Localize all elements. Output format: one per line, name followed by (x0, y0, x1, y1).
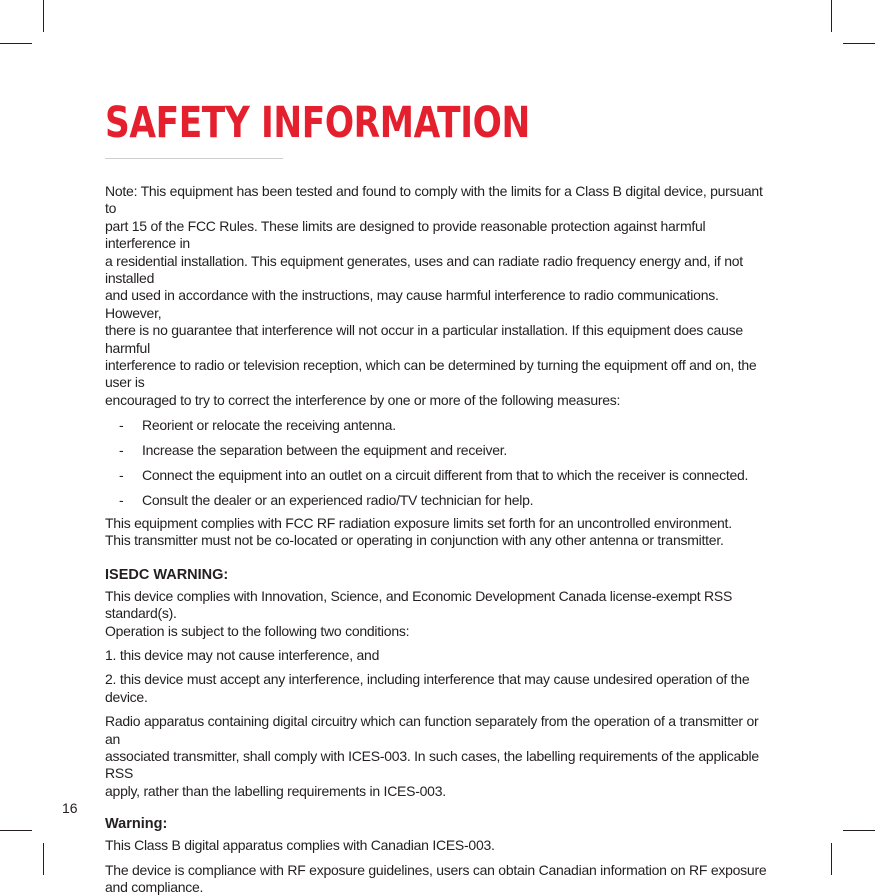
list-item: - Reorient or relocate the receiving antenna. (119, 416, 396, 433)
warning-ices-line: This Class B digital apparatus complies with Canadian ICES-003. (105, 837, 495, 854)
text-line: part 15 of the FCC Rules. These limits are designed to provide reasonable protection against harmful interference in (105, 217, 706, 252)
list-item: - Connect the equipment into an outlet on a circuit different from that to which the receiver is connected. (119, 466, 749, 483)
crop-mark (843, 43, 875, 44)
crop-mark (831, 0, 832, 32)
page-title: SAFETY INFORMATION (105, 98, 530, 148)
crop-mark (0, 43, 32, 44)
title-divider (105, 158, 283, 159)
page-content (105, 96, 770, 896)
warning-rf-paragraph (105, 862, 770, 896)
text-line: apply, rather than the labelling requirements in ICES-003. (105, 782, 446, 799)
crop-mark (43, 0, 44, 32)
text-line: and compliance. (105, 879, 204, 895)
text-line: Operation is subject to the following two conditions: (105, 622, 410, 639)
isedc-intro-paragraph (105, 588, 770, 640)
crop-mark (0, 830, 32, 831)
bullet-dash: - (119, 416, 124, 433)
isedc-heading: ISEDC WARNING: (105, 566, 229, 583)
text-line: interference to radio or television reception, which can be determined by turning the equipment off and on, the user is (105, 357, 757, 391)
text-line: encouraged to try to correct the interference by one or more of the following measures: (105, 391, 621, 408)
text-line: Note: This equipment has been tested and found to comply with the limits for a Class B digital device, pursuant to (105, 183, 763, 217)
text-line: This device complies with Innovation, Science, and Economic Development Canada license-exempt RSS standard(s). (105, 587, 733, 622)
crop-mark (43, 843, 44, 875)
bullet-dash: - (119, 491, 124, 508)
text-line: a residential installation. This equipment generates, uses and can radiate radio frequency energy and, if not installed (105, 252, 743, 287)
text-line: there is no guarantee that interference will not occur in a particular installation. If this equipment does cause harmful (105, 322, 743, 356)
crop-mark (831, 843, 832, 875)
isedc-condition-1: 1. this device may not cause interference, and (105, 646, 380, 663)
page-number: 16 (62, 800, 78, 816)
list-item: - Consult the dealer or an experienced radio/TV technician for help. (119, 491, 534, 508)
bullet-dash: - (119, 441, 124, 458)
text-line: This transmitter must not be co-located or operating in conjunction with any other antenna or transmitter. (105, 532, 724, 549)
warning-heading: Warning: (105, 816, 168, 833)
bullet-dash: - (119, 466, 124, 483)
text-line: The device is compliance with RF exposure guidelines, users can obtain Canadian information on RF exposure (105, 861, 767, 878)
crop-mark (843, 830, 875, 831)
list-item: - Increase the separation between the equipment and receiver. (119, 441, 508, 458)
text-line: This equipment complies with FCC RF radiation exposure limits set forth for an uncontrolled environment. (105, 514, 732, 531)
isedc-radio-paragraph (105, 713, 770, 800)
fcc-rf-paragraph (105, 515, 770, 550)
text-line: associated transmitter, shall comply with ICES-003. In such cases, the labelling requirements of the applicable RSS (105, 747, 759, 782)
measures-list (105, 417, 770, 509)
text-line: and used in accordance with the instructions, may cause harmful interference to radio communications. However, (105, 287, 719, 321)
isedc-condition-2: 2. this device must accept any interference, including interference that may cause undesired operation of the device. (105, 671, 750, 705)
text-line: Radio apparatus containing digital circuitry which can function separately from the operation of a transmitter or an (105, 713, 759, 747)
fcc-note-paragraph (105, 183, 770, 409)
